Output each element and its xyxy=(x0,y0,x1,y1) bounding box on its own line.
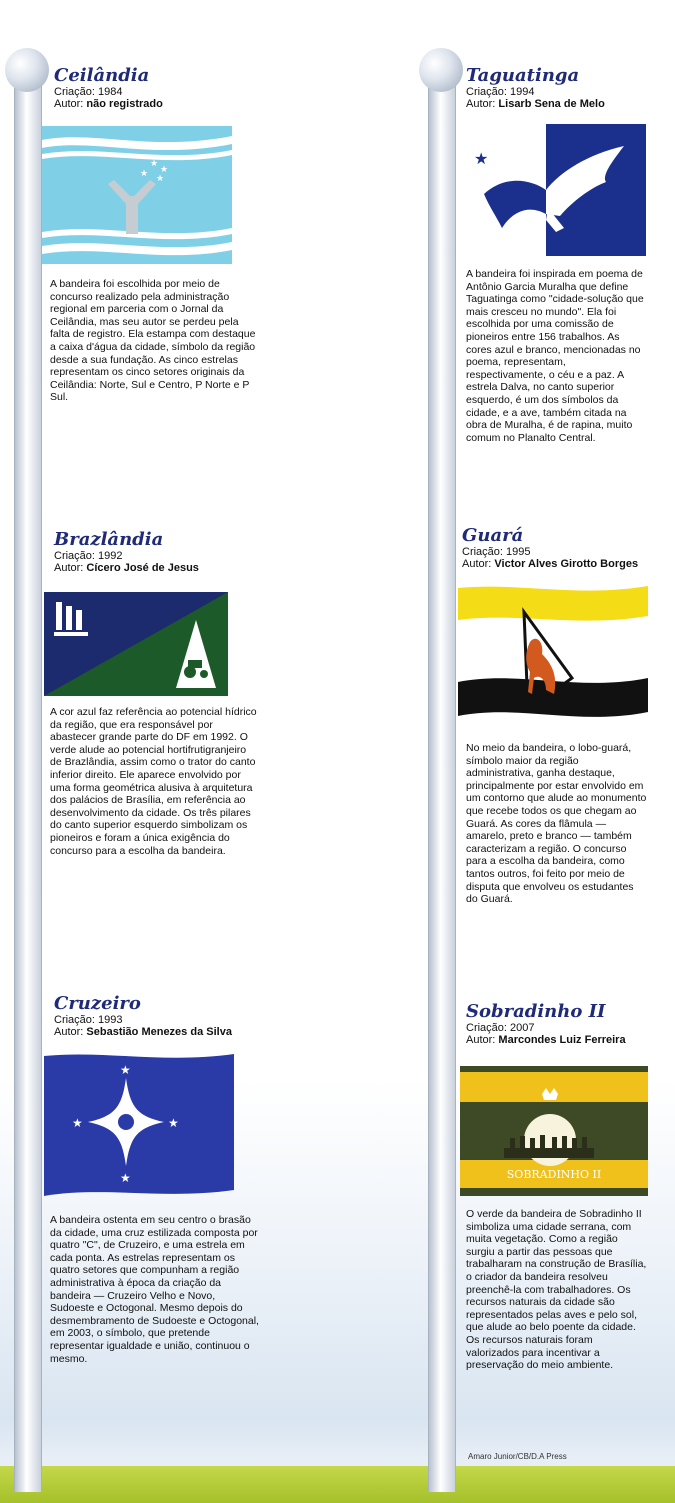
author-name: Sebastião Menezes da Silva xyxy=(86,1026,232,1038)
description-taguatinga: A bandeira foi inspirada em poema de Antônio Garcia Muralha que define Taguatinga como "cidade-solução que mais cresceu no mundo". Ela foi escolhida por uma comissão de pioneiros entre 156 trabalhos. As cores azul e branco, mencionadas no poema, representam, respectivamente, o céu e a paz. A estrela Dalva, no canto superior esquerdo, é um dos símbolos da cidade, e a ave, também citada na obra de Muralha, é de rapina, muito comum no Planalto Central. xyxy=(466,268,644,444)
creation-line xyxy=(54,86,414,98)
creation-label: Criação: xyxy=(466,1022,507,1034)
creation-year: 1993 xyxy=(98,1014,123,1026)
author-line xyxy=(54,562,414,574)
description-ceilandia: A bandeira foi escolhida por meio de concurso realizado pela administração regional em parceria com o Jornal da Ceilândia, mas seu autor se perdeu pela falta de registro. Ela estampa com destaque a caixa d'água da cidade, símbolo da região desde a sua fundação. As cinco estrelas representam os cinco setores originais da Ceilândia: Norte, Sul e Centro, P Norte e P Sul. xyxy=(50,278,256,404)
flag-brazlandia xyxy=(44,592,228,696)
author-name: Marcondes Luiz Ferreira xyxy=(498,1034,626,1046)
author-line xyxy=(466,1034,666,1046)
creation-year: 1984 xyxy=(98,86,123,98)
svg-text:★: ★ xyxy=(160,165,169,175)
author-line xyxy=(466,98,666,110)
creation-line xyxy=(54,1014,414,1026)
description-guara: No meio da bandeira, o lobo-guará, símbolo maior da região administrativa, ganha destaque, principalmente por estar envolvido em um contorno que alude ao monumento que recebe todos os que chegam ao Guará. As cores da flâmula — amarelo, preto e branco — também caracterizam a região. O concurso para a escolha da bandeira, como tantos outros, foi feito por meio de disputa que envolveu os estudantes do Guará. xyxy=(466,742,647,906)
section-sobradinho xyxy=(466,1002,666,1046)
svg-text:★: ★ xyxy=(168,1116,179,1130)
creation-label: Criação: xyxy=(462,546,503,558)
creation-year: 1995 xyxy=(506,546,531,558)
description-cruzeiro: A bandeira ostenta em seu centro o brasão da cidade, uma cruz estilizada composta por quatro "C", de Cruzeiro, e uma estrela em cada ponta. As estrelas representam os quatro setores que compunham a região administrativa à época da criação da bandeira — Cruzeiro Velho e Novo, Sudoeste e Octogonal. Mesmo depois do desmembramento de Sudoeste e Octogonal, em 2003, o símbolo, que pretende representar igualdade e união, continuou o mesmo. xyxy=(50,1214,259,1365)
flag-cruzeiro xyxy=(44,1050,234,1200)
flag-ceilandia xyxy=(42,126,232,264)
city-title: Brazlândia xyxy=(54,529,164,550)
creation-label: Criação: xyxy=(54,1014,95,1026)
author-label: Autor: xyxy=(54,562,84,574)
left-pole-finial xyxy=(5,48,49,92)
creation-year: 2007 xyxy=(510,1022,535,1034)
author-label: Autor: xyxy=(462,558,492,570)
svg-text:★: ★ xyxy=(72,1116,83,1130)
description-brazlandia: A cor azul faz referência ao potencial hídrico da região, que era responsável por abastecer grande parte do DF em 1992. O verde alude ao potencial hortifrutigranjeiro de Brazlândia, assim como o trator do canto inferior direito. Ele aparece envolvido por uma forma geométrica alusiva à arquitetura dos palácios de Brasília, em referência ao desenvolvimento da cidade. Os três pilares do canto superior esquerdo simbolizam os pioneiros e foram a única exigência do concurso para a escolha da bandeira. xyxy=(50,706,257,857)
city-title: Guará xyxy=(462,525,524,546)
author-name: não registrado xyxy=(86,98,163,110)
city-title: Cruzeiro xyxy=(54,993,141,1014)
author-label: Autor: xyxy=(54,98,84,110)
flag-taguatinga xyxy=(456,124,646,256)
description-sobradinho: O verde da bandeira de Sobradinho II simboliza uma cidade serrana, com muita vegetação. Como a região surgiu a partir das pessoas que trabalharam na construção de Brasília, o criador da bandeira resolveu preenchê-la com trabalhadores. Os recursos naturais da cidade são representados pelas aves e pelo sol, que alude ao belo poente da cidade. Os recursos naturais foram valorizados para incentivar a preservação do meio ambiente. xyxy=(466,1208,647,1372)
author-name: Lisarb Sena de Melo xyxy=(498,98,605,110)
svg-text:★: ★ xyxy=(120,1063,131,1077)
city-title: Ceilândia xyxy=(54,65,150,86)
section-guara xyxy=(462,526,662,570)
right-flagpole xyxy=(428,62,456,1492)
author-label: Autor: xyxy=(54,1026,84,1038)
flag-sobradinho xyxy=(460,1066,648,1196)
section-ceilandia xyxy=(54,66,414,110)
photo-credit: Amaro Junior/CB/D.A Press xyxy=(468,1452,567,1461)
city-title: Taguatinga xyxy=(466,65,580,86)
section-cruzeiro xyxy=(54,994,414,1038)
author-label: Autor: xyxy=(466,1034,496,1046)
author-line xyxy=(462,558,662,570)
section-brazlandia xyxy=(54,530,414,574)
city-title: Sobradinho II xyxy=(466,1001,606,1022)
creation-line xyxy=(462,546,662,558)
creation-label: Criação: xyxy=(54,550,95,562)
creation-label: Criação: xyxy=(466,86,507,98)
author-line xyxy=(54,98,414,110)
svg-text:★: ★ xyxy=(474,149,489,168)
flag-guara xyxy=(458,582,648,734)
creation-line xyxy=(466,86,666,98)
svg-text:★: ★ xyxy=(140,169,149,179)
section-taguatinga xyxy=(466,66,666,110)
left-flagpole xyxy=(14,62,42,1492)
sobradinho-flag-text: SOBRADINHO II xyxy=(506,1168,602,1181)
creation-line xyxy=(466,1022,666,1034)
svg-text:★: ★ xyxy=(150,159,159,169)
grass-strip xyxy=(0,1466,675,1503)
author-name: Cícero José de Jesus xyxy=(86,562,199,574)
right-pole-finial xyxy=(419,48,463,92)
author-name: Victor Alves Girotto Borges xyxy=(494,558,639,570)
creation-line xyxy=(54,550,414,562)
creation-year: 1994 xyxy=(510,86,535,98)
author-line xyxy=(54,1026,414,1038)
creation-label: Criação: xyxy=(54,86,95,98)
svg-text:★: ★ xyxy=(120,1171,131,1185)
svg-text:★: ★ xyxy=(156,174,165,184)
creation-year: 1992 xyxy=(98,550,123,562)
author-label: Autor: xyxy=(466,98,496,110)
